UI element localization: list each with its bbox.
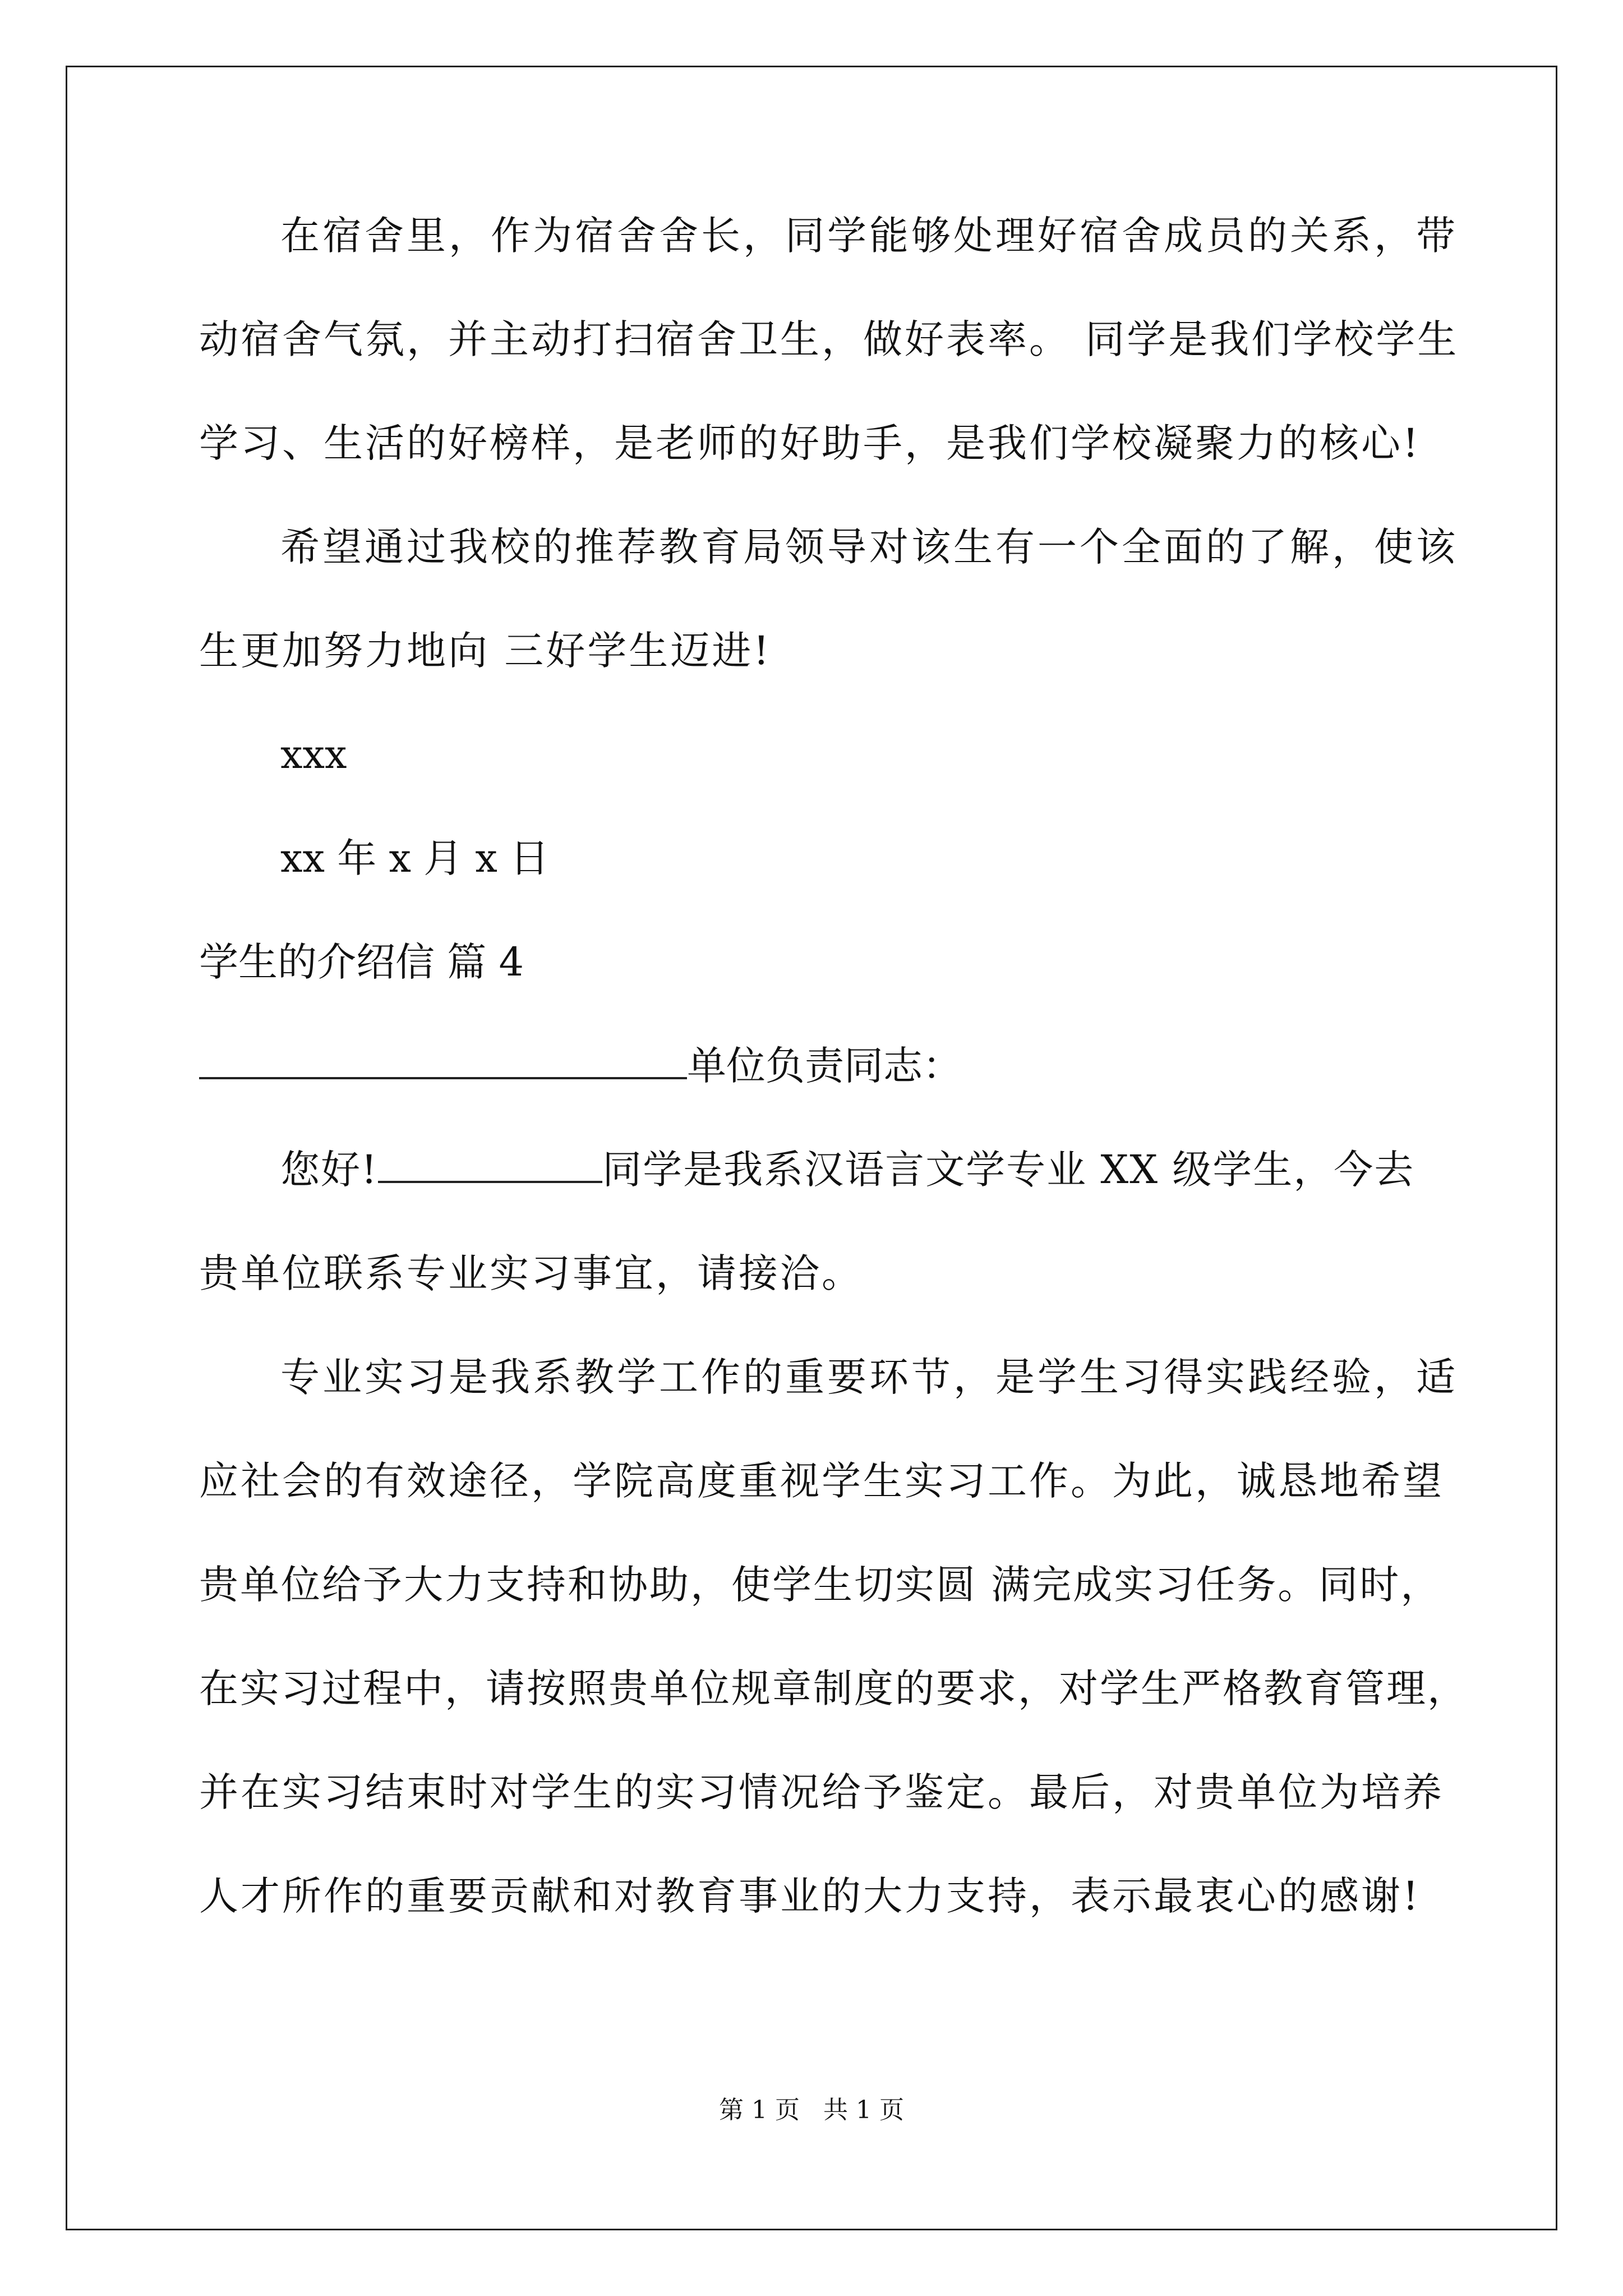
paragraph-line: 应社会的有效途径，学院高度重视学生实习工作。为此，诚恳地希望 <box>199 1458 1444 1504</box>
paragraph-line: 在实习过程中，请按照贵单位规章制度的要求，对学生严格教育管理， <box>199 1665 1468 1711</box>
greeting-text: 您好! <box>280 1147 379 1193</box>
paragraph-line: 动宿舍气氛，并主动打扫宿舍卫生，做好表率。 同学是我们学校学生 <box>199 316 1459 362</box>
paragraph-line: 学习、生活的好榜样，是老师的好助手，是我们学校凝聚力的核心! <box>199 420 1421 466</box>
paragraph-line: 贵单位给予大力支持和协助，使学生切实圆 满完成实习任务。同时， <box>199 1562 1442 1608</box>
blank-unit-field <box>199 1039 687 1079</box>
blank-student-name-field <box>378 1143 602 1183</box>
paragraph-line: 人才所作的重要贡献和对教育事业的大力支持，表示最衷心的感谢! <box>199 1873 1421 1919</box>
salutation-line <box>199 1038 962 1094</box>
greeting-line <box>280 1142 1414 1198</box>
paragraph-line: 在宿舍里，作为宿舍舍长，同学能够处理好宿舍成员的关系，带 <box>280 213 1458 259</box>
paragraph-line: 并在实习结束时对学生的实习情况给予鉴定。最后，对贵单位为培养 <box>199 1769 1444 1815</box>
paragraph-line: 生更加努力地向 三好学生迈进! <box>199 628 772 674</box>
page-number: 第 1 页 <box>719 2096 800 2124</box>
signature-name: xxx <box>280 731 347 777</box>
salutation-text: 单位负责同志： <box>687 1043 962 1089</box>
paragraph-line: 贵单位联系专业实习事宜，请接洽。 <box>199 1250 863 1296</box>
signature-date: xx 年 x 月 x 日 <box>280 835 550 881</box>
page-total: 共 1 页 <box>823 2096 904 2124</box>
paragraph-line: 专业实习是我系教学工作的重要环节，是学生习得实践经验，适 <box>280 1354 1458 1400</box>
greeting-continuation: 同学是我系汉语言文学专业 XX 级学生，今去 <box>602 1147 1415 1193</box>
paragraph-line: 希望通过我校的推荐教育局领导对该生有一个全面的了解，使该 <box>280 524 1458 570</box>
section-heading: 学生的介绍信 篇 4 <box>199 939 524 985</box>
page-footer <box>0 2093 1623 2127</box>
